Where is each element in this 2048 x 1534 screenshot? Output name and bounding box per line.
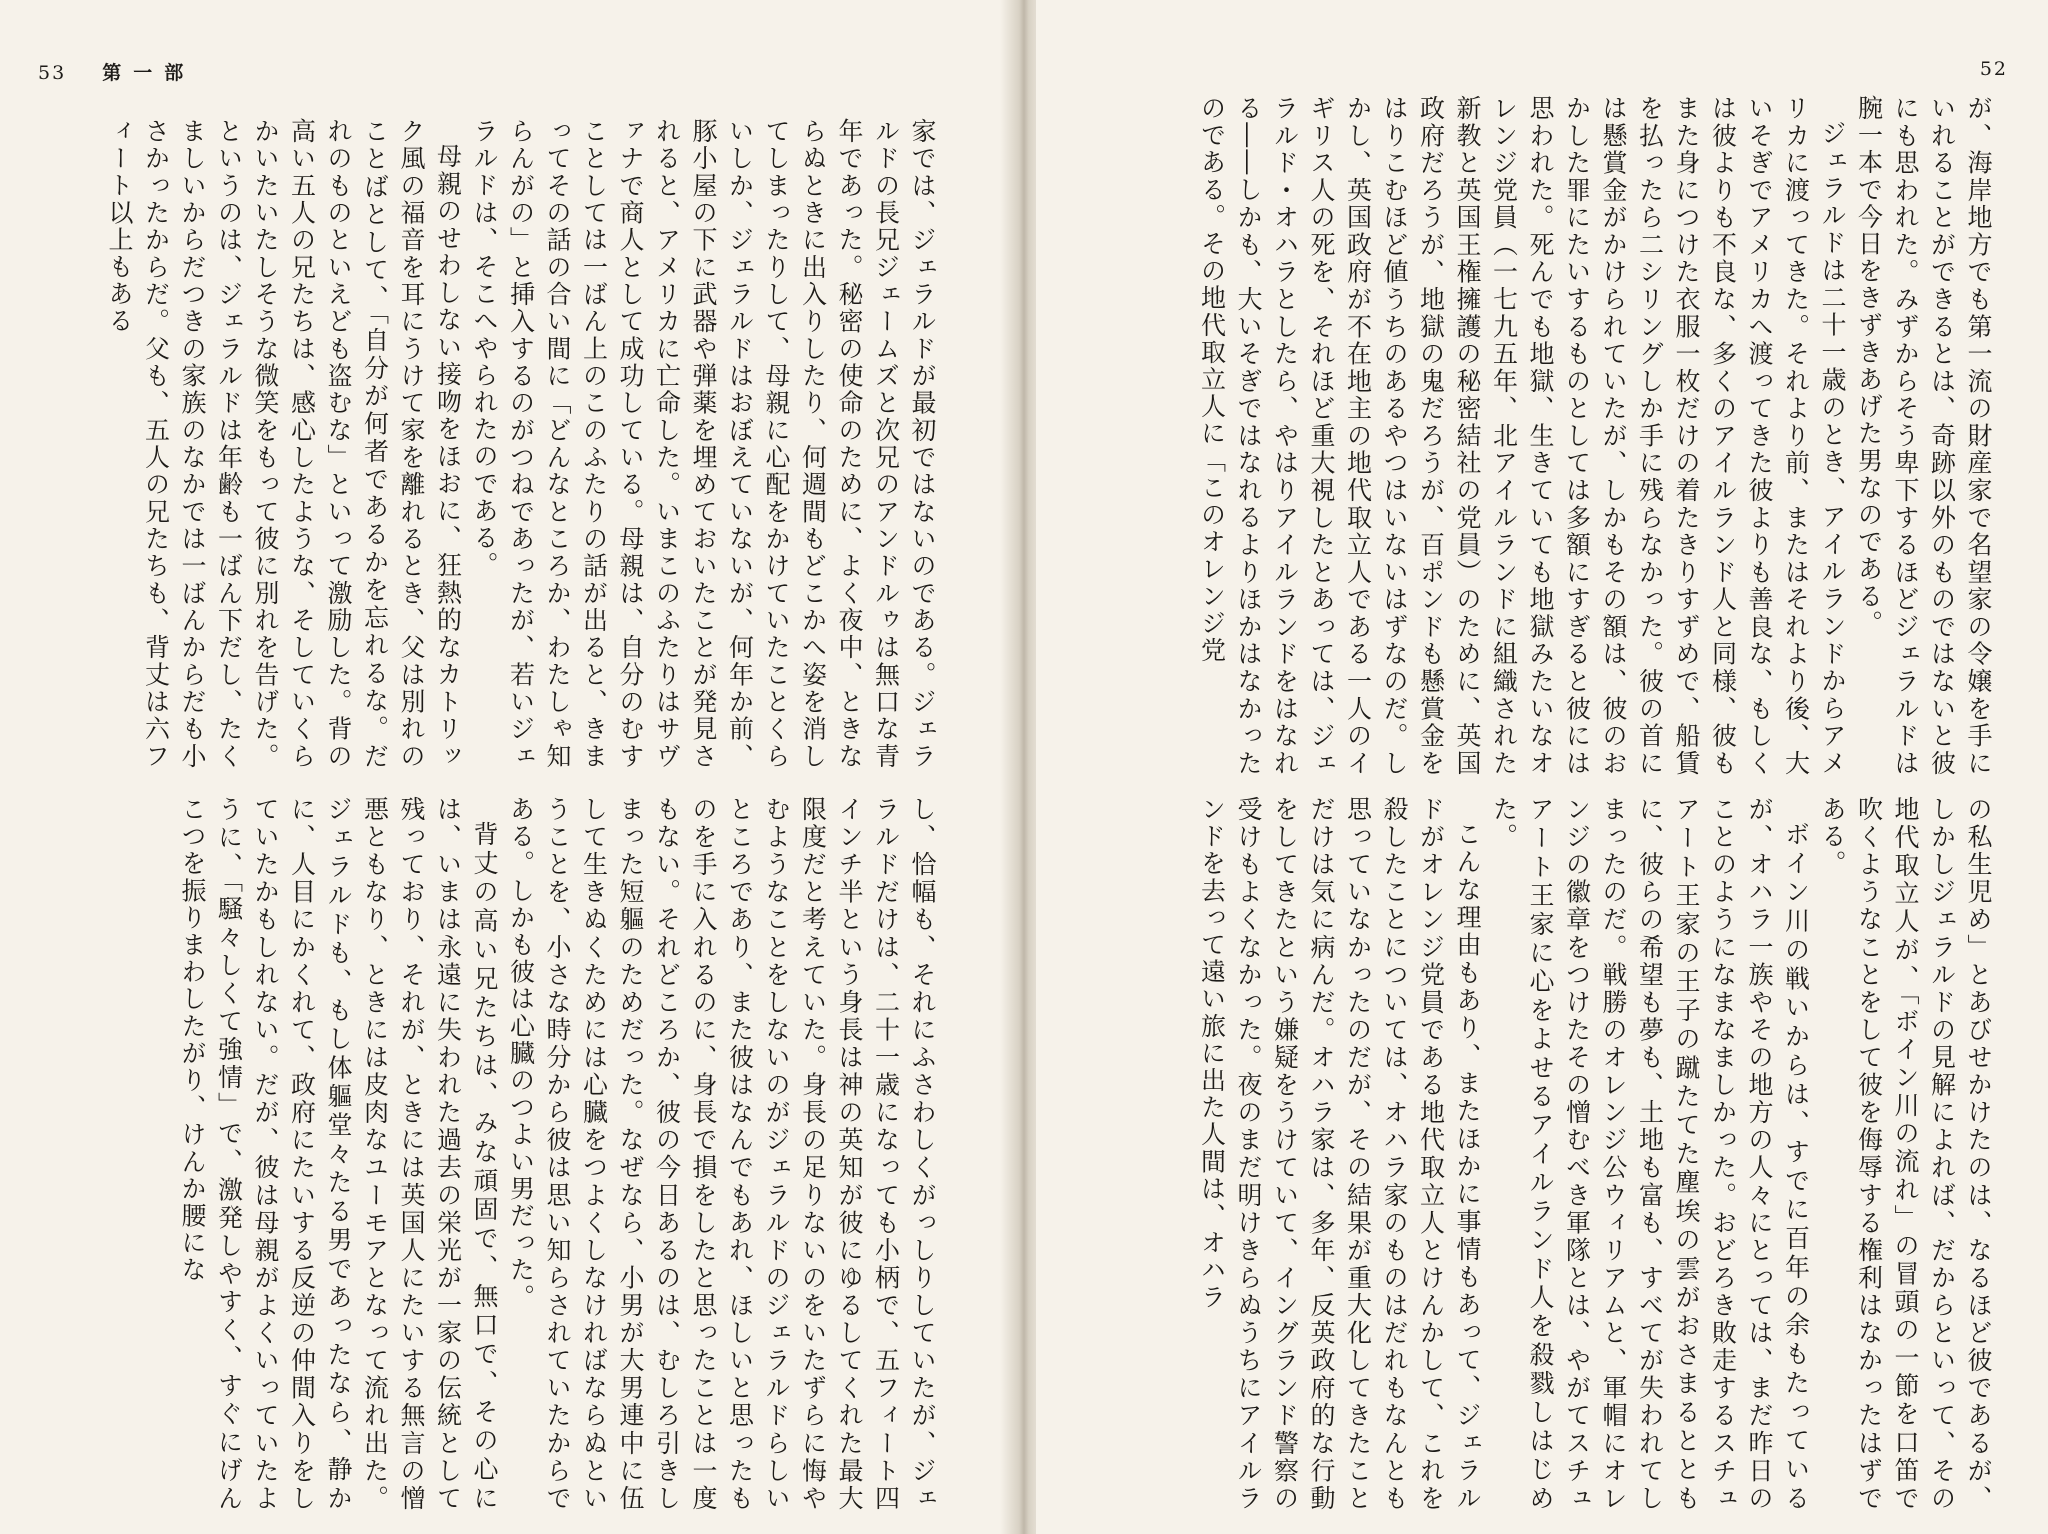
paragraph: 背丈の高い兄たちは、みな頑固で、無口で、その心には、いまは永遠に失われた過去の栄光が一家の伝統として残っており、それが、ときには英国人にたいする無言の憎悪ともなり、ときには皮肉なユーモアとなって流れ出た。ジェラルドも、もし体軀堂々たる男であったなら、静かに、人目にかくれて、政府にたいする反逆の仲間入りをしていたかもしれない。だが、彼は母親がよくいっていたように、「騒々しくて強情」で、激発しやすく、すぐにげんこつを振りまわしたがり、けんか腰にな xyxy=(178,796,499,1512)
paragraph: こんな理由もあり、またほかに事情もあって、ジェラルドがオレンジ党員である地代取立人とけんかして、これを殺したことについては、オハラ家のものはだれもなんとも思っていなかったのだが、その結果が重大化してきたことだけは気に病んだ。オハラ家は、多年、反英政府的な行動をしてきたという嫌疑をうけていて、イングランド警察の受けもよくなかった。夜のまだ明けきらぬうちにアイルランドを去って遠い旅に出た人間は、オハラ xyxy=(1197,796,1482,1512)
paragraph: 家では、ジェラルドが最初ではないのである。ジェラルドの長兄ジェームズと次兄のアンドルゥは無口な青年であった。秘密の使命のために、よく夜中、ときならぬときに出入りしたり、何週間もどこかへ姿を消してしまったりして、母親に心配をかけていたことくらいしか、ジェラルドはおぼえていないが、何年か前、豚小屋の下に武器や弾薬を埋めておいたことが発見されると、アメリカに亡命した。いまこのふたりはサヴァナで商人として成功している。母親は、自分のむすことしては一ばん上のこのふたりの話が出ると、きまってその話の合い間に「どんなところか、わたしゃ知らんがの」と挿入するのがつねであったが、若いジェラルドは、そこへやられたのである。 xyxy=(470,118,937,770)
right-bottom-text-block xyxy=(1096,796,1996,1512)
paragraph: が、海岸地方でも第一流の財産家で名望家の令嬢を手にいれることができるとは、奇跡以外のものではないと彼にも思われた。みずからそう卑下するほどジェラルドは腕一本で今日をきずきあげた男なのである。 xyxy=(1854,95,1993,777)
paragraph: 母親のせわしない接吻をほおに、狂熱的なカトリック風の福音を耳にうけて家を離れるとき、父は別れのことばとして、「自分が何者であるかを忘れるな。だれのものといえども盗むな」といって激励した。背の高い五人の兄たちは、感心したような、そしていくらかいたいたしそうな微笑をもって彼に別れを告げた。というのは、ジェラルドは年齢も一ばん下だし、たくましいからだつきの家族のなかでは一ばんからだも小さかったからだ。父も、五人の兄たちも、背丈は六フィート以上もある xyxy=(105,118,463,770)
left-bottom-text-block xyxy=(178,796,940,1512)
left-top-text-block xyxy=(105,118,940,770)
left-page xyxy=(0,0,1012,1534)
page-number-left: 53 xyxy=(38,62,67,84)
paragraph: の私生児め」とあびせかけたのは、なるほど彼であるが、しかしジェラルドの見解によれば、だからといって、その地代取立人が、「ボイン川の流れ」の冒頭の一節を口笛で吹くようなことをして彼を侮辱する権利はなかったはずである。 xyxy=(1818,796,1993,1512)
part-label: 第一部 xyxy=(102,62,196,84)
paragraph: し、恰幅も、それにふさわしくがっしりしていたが、ジェラルドだけは、二十一歳になっても小柄で、五フィート四インチ半という身長は神の英知が彼にゆるしてくれた最大限度だと考えていた。身長の足りないのをいたずらに悔やむようなことをしないのがジェラルドのジェラルドらしいところであり、また彼はなんでもあれ、ほしいと思ったものを手に入れるのに、身長で損をしたと思ったことは一度もない。それどころか、彼の今日あるのは、むしろ引きしまった短軀のためだった。なぜなら、小男が大男連中に伍して生きぬくためには心臓をつよくしなければならぬということを、小さな時分から彼は思い知らされていたからである。しかも彼は心臓のつよい男だった。 xyxy=(506,796,937,1512)
right-page xyxy=(1036,0,2048,1534)
right-top-text-block xyxy=(1096,95,1996,777)
paragraph: ボイン川の戦いからは、すでに百年の余もたっているが、オハラ一族やその地方の人々にとっては、まだ昨日のことのようになまなましかった。おどろき敗走するスチュアート王家の王子の蹴たてた塵埃の雲がおさまるとともに、彼らの希望も夢も、土地も富も、すべてが失われてしまったのだ。戦勝のオレンジ公ウィリアムと、軍帽にオレンジの徽章をつけたその憎むべき軍隊とは、やがてスチュアート王家に心をよせるアイルランド人を殺戮しはじめた。 xyxy=(1489,796,1811,1512)
paragraph: ジェラルドは二十一歳のとき、アイルランドからアメリカに渡ってきた。それより前、またはそれより後、大いそぎでアメリカへ渡ってきた彼よりも善良な、もしくは彼よりも不良な、多くのアイルランド人と同様、彼もまた身につけた衣服一枚だけの着たきりすずめで、船賃を払ったら二シリングしか手に残らなかった。彼の首には懸賞金がかけられていたが、しかもその額は、彼のおかした罪にたいするものとしては多額にすぎると彼には思われた。死んでも地獄、生きていても地獄みたいなオレンジ党員（一七九五年、北アイルランドに組織された新教と英国王権擁護の秘密結社の党員）のために、英国政府だろうが、地獄の鬼だろうが、百ポンドも懸賞金をはりこむほど値うちのあるやつはいないはずなのだ。しかし、英国政府が不在地主の地代取立人である一人のイギリス人の死を、それほど重大視したとあっては、ジェラルド・オハラとしたら、やはりアイルランドをはなれる――しかも、大いそぎではなれるよりほかはなかったのである。その地代取立人に「このオレンジ党 xyxy=(1197,95,1847,777)
left-page-header xyxy=(38,58,195,85)
page-number-right: 52 xyxy=(1979,58,2008,80)
right-page-header xyxy=(1980,58,2008,80)
